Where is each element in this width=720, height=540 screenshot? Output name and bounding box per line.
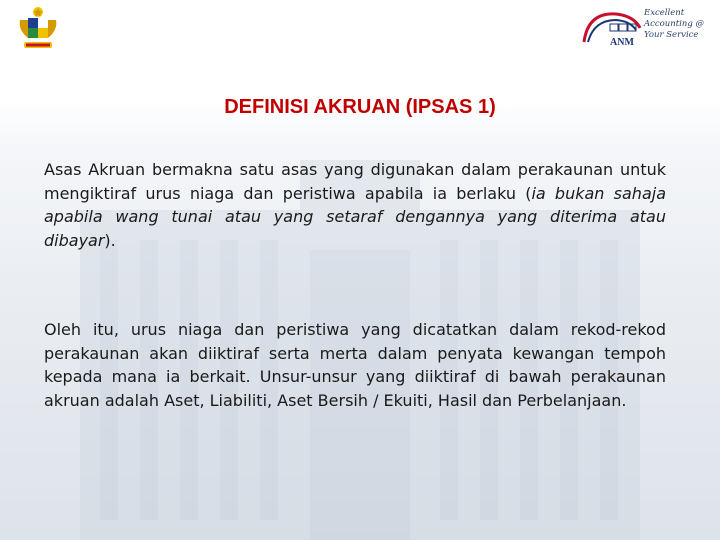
anm-tagline-line: Accounting @ [644,19,704,29]
paragraph-text-end: ). [104,230,116,250]
anm-logo [580,6,710,50]
coat-of-arms-logo [14,4,62,52]
paragraph-explanation: Oleh itu, urus niaga dan peristiwa yang dicatatkan dalam rekod-rekod perakaunan akan diiktiraf serta merta dalam penyata kewangan tempoh kepada mana ia berkait. Unsur-unsur yang diiktiraf di bawah perakaunan akruan adalah Aset, Liabiliti, Aset Bersih / Ekuiti, Hasil dan Perbelanjaan. [44,320,666,410]
header-bar [0,0,720,62]
paragraph-text: Asas Akruan bermakna satu asas yang digunakan dalam perakaunan untuk mengiktiraf urus niaga dan peristiwa apabila ia berlaku ( [44,160,666,203]
anm-tagline-line: Your Service [644,30,699,40]
anm-tagline [644,8,714,41]
paragraph-italic-text: ia bukan sahaja apabila wang tunai atau yang setaraf dengannya yang diterima atau dibayar [44,183,666,250]
slide-title: DEFINISI AKRUAN (IPSAS 1) [224,96,496,118]
anm-logo-text: ANM [610,37,634,48]
anm-tagline-line: Excellent [644,8,685,18]
paragraph-definition [44,158,666,252]
